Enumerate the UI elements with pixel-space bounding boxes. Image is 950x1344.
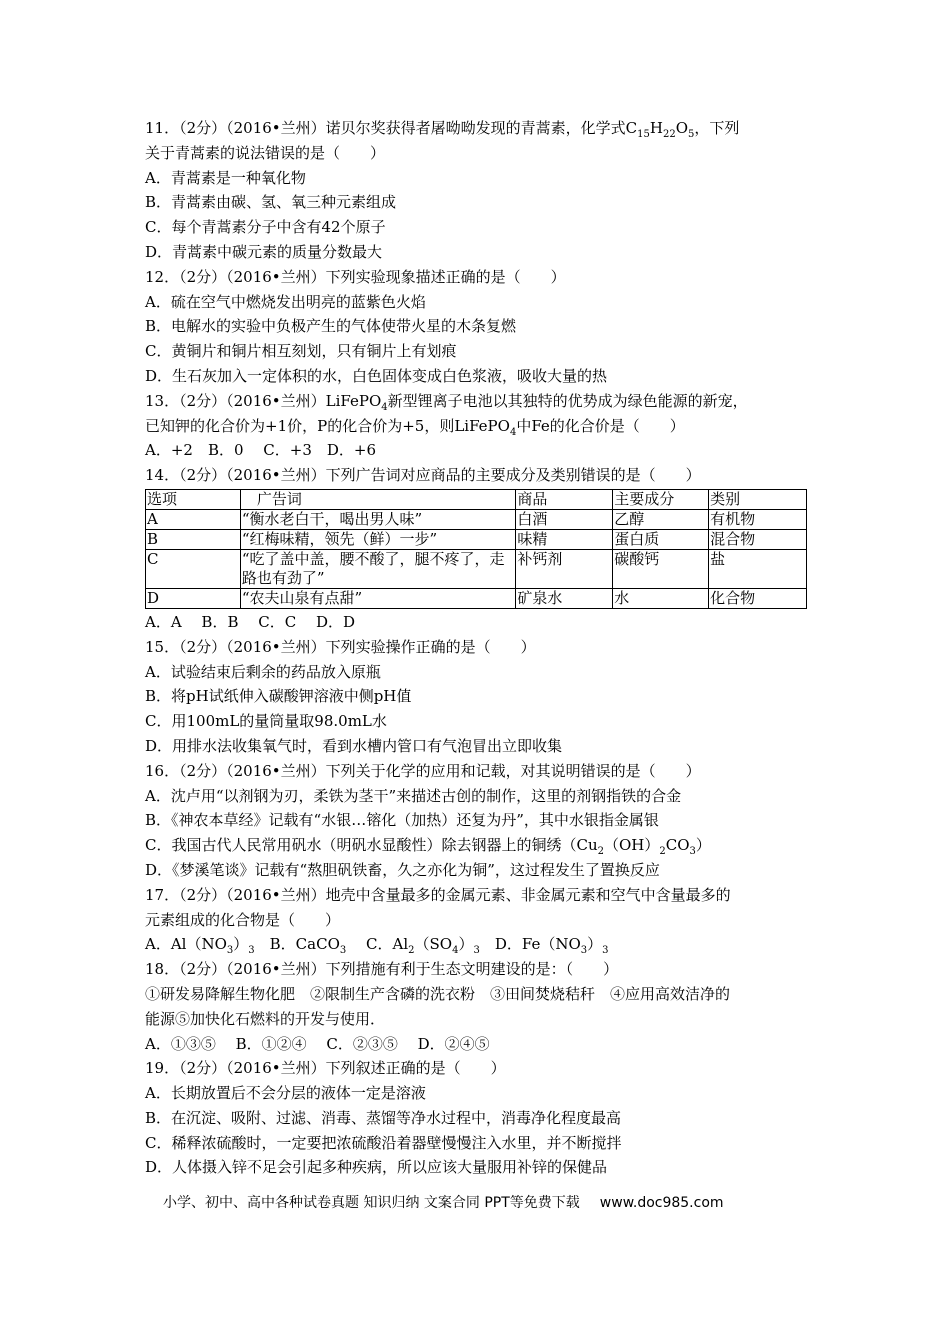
q17-stem-line1: 17．（2分）（2016•兰州）地壳中含量最多的金属元素、非金属元素和空气中含量最多的	[145, 885, 731, 904]
q19-option-a: A．长期放置后不会分层的液体一定是溶液	[145, 1084, 426, 1103]
q16-option-a: A．沈卢用“以剂钢为刃，柔铁为茎干”来描述古创的制作，这里的剂钢指铁的合金	[145, 786, 682, 805]
q15-option-d: D．用排水法收集氧气时，看到水槽内管口有气泡冒出立即收集	[145, 736, 563, 755]
header-cell: 类别	[709, 489, 807, 509]
q12-stem: 12．（2分）（2016•兰州）下列实验现象描述正确的是（ ）	[145, 267, 566, 286]
table-cell: 白酒	[516, 509, 613, 529]
q13-stem-line2: 已知钾的化合价为+1价，P的化合价为+5，则LiFePO$_4$中Fe的化合价是（ ）	[145, 416, 685, 438]
table-row	[146, 549, 807, 588]
q15-option-a: A．试验结束后剩余的药品放入原瓶	[145, 662, 381, 681]
q13-stem-line1: 13．（2分）（2016•兰州）LiFePO$_4$新型锂离子电池以其独特的优势成为绿色能源的新宠，	[145, 391, 748, 413]
table-cell: B	[146, 529, 241, 549]
table-cell: 乙醇	[613, 509, 709, 529]
table-cell: 矿泉水	[516, 588, 613, 608]
q11-option-c: C．每个青蒿素分子中含有42个原子	[145, 218, 386, 237]
q19-option-d: D．人体摄入锌不足会引起多种疾病，所以应该大量服用补锌的保健品	[145, 1158, 608, 1177]
table-cell: C	[146, 549, 241, 588]
table-cell: 碳酸钙	[613, 549, 709, 588]
table-cell: “红梅味精，领先（鲜）一步”	[240, 529, 516, 549]
q15-option-b: B．将pH试纸伸入碳酸钾溶液中侧pH值	[145, 687, 412, 706]
q12-option-c: C．黄铜片和铜片相互刻划，只有铜片上有划痕	[145, 342, 457, 361]
table-row	[146, 529, 807, 549]
exam-page	[145, 116, 815, 1180]
q17-stem-line2: 元素组成的化合物是（ ）	[145, 910, 341, 929]
table-cell: 水	[613, 588, 709, 608]
header-cell: 主要成分	[613, 489, 709, 509]
table-cell: 混合物	[709, 529, 807, 549]
q16-stem: 16．（2分）（2016•兰州）下列关于化学的应用和记载，对其说明错误的是（ ）	[145, 761, 701, 780]
table-cell: 化合物	[709, 588, 807, 608]
footer-url[interactable]: www.doc985.com	[599, 1195, 724, 1211]
q18-options: A．①③⑤ B．①②④ C．②③⑤ D．②④⑤	[145, 1034, 490, 1053]
q16-option-d: D．《梦溪笔谈》记载有“熬胆矾铁畜，久之亦化为铜”，这过程发生了置换反应	[145, 860, 660, 879]
table-cell: 味精	[516, 529, 613, 549]
q11-option-d: D．青蒿素中碳元素的质量分数最大	[145, 242, 383, 261]
table-cell: “吃了盖中盖，腰不酸了，腿不疼了，走路也有劲了”	[240, 549, 516, 588]
q12-option-a: A．硫在空气中燃烧发出明亮的蓝紫色火焰	[145, 292, 426, 311]
q14-table	[145, 489, 807, 609]
q18-items-line1: ①研发易降解生物化肥 ②限制生产含磷的洗衣粉 ③田间焚烧秸秆 ④应用高效洁净的	[145, 984, 731, 1003]
q12-option-b: B．电解水的实验中负极产生的气体使带火星的木条复燃	[145, 317, 517, 336]
q16-option-c: C．我国古代人民常用矾水（明矾水显酸性）除去钢器上的铜绣$(Cu_2(OH)_2CO_3)$	[145, 836, 711, 858]
page-footer	[163, 1192, 724, 1212]
table-row	[146, 588, 807, 608]
q11-option-b: B．青蒿素由碳、氢、氧三种元素组成	[145, 193, 397, 212]
q17-options: A．$Al(NO_3)_3$ B．CaCO$_3$ C．$Al_2(SO_4)_3$ D．$Fe(NO_3)_3$	[145, 935, 609, 957]
q15-option-c: C．用100mL的量筒量取98.0mL水	[145, 712, 387, 731]
q15-stem: 15．（2分）（2016•兰州）下列实验操作正确的是（ ）	[145, 637, 536, 656]
table-cell: 有机物	[709, 509, 807, 529]
header-cell: 商品	[516, 489, 613, 509]
q18-items-line2: 能源⑤加快化石燃料的开发与使用．	[145, 1009, 386, 1028]
header-cell: 广告词	[240, 489, 516, 509]
table-cell: “农夫山泉有点甜”	[240, 588, 516, 608]
table-cell: “衡水老白干，喝出男人味”	[240, 509, 516, 529]
q16-option-b: B．《神农本草经》记载有“水银…镕化（加热）还复为丹”，其中水银指金属银	[145, 811, 659, 830]
q14-options: A．A B．B C．C D．D	[145, 612, 356, 631]
header-cell: 选项	[146, 489, 241, 509]
q19-stem: 19．（2分）（2016•兰州）下列叙述正确的是（ ）	[145, 1059, 506, 1078]
footer-text: 小学、初中、高中各种试卷真题 知识归纳 文案合同 PPT等免费下载	[163, 1195, 580, 1211]
table-cell: A	[146, 509, 241, 529]
q11-stem-line1: 11．（2分）（2016•兰州）诺贝尔奖获得者屠呦呦发现的青蒿素，化学式$C_{15}H_{22}O_5$，下列	[145, 119, 740, 140]
table-cell: 盐	[709, 549, 807, 588]
q13-options: A．+2 B．0 C．+3 D．+6	[145, 441, 377, 460]
table-cell: D	[146, 588, 241, 608]
q19-option-b: B．在沉淀、吸附、过滤、消毒、蒸馏等净水过程中，消毒净化程度最高	[145, 1108, 622, 1127]
q14-stem: 14．（2分）（2016•兰州）下列广告词对应商品的主要成分及类别错误的是（ ）	[145, 466, 701, 485]
table-cell: 蛋白质	[613, 529, 709, 549]
q18-stem: 18．（2分）（2016•兰州）下列措施有利于生态文明建设的是：（ ）	[145, 960, 619, 979]
table-header-row	[146, 489, 807, 509]
table-row	[146, 509, 807, 529]
table-cell: 补钙剂	[516, 549, 613, 588]
q11-option-a: A．青蒿素是一种氧化物	[145, 168, 306, 187]
q12-option-d: D．生石灰加入一定体积的水，白色固体变成白色浆液，吸收大量的热	[145, 366, 608, 385]
q11-stem-line2: 关于青蒿素的说法错误的是（ ）	[145, 143, 386, 162]
q19-option-c: C．稀释浓硫酸时，一定要把浓硫酸沿着器壁慢慢注入水里，并不断搅拌	[145, 1133, 622, 1152]
